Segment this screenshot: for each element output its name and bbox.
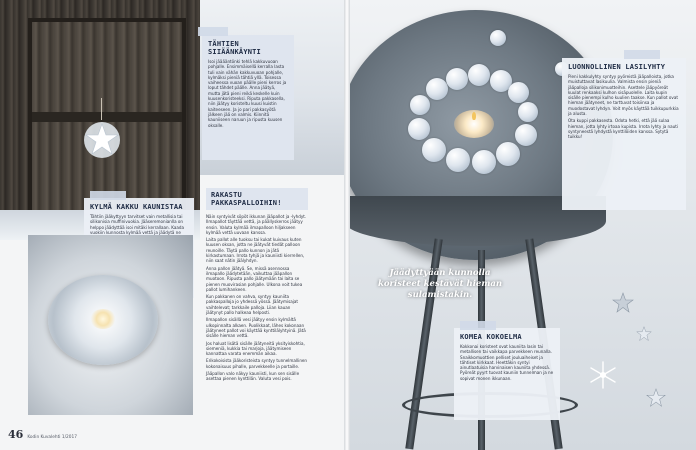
ice-bead bbox=[446, 148, 470, 172]
left-page bbox=[0, 0, 344, 450]
ice-bead bbox=[518, 102, 538, 122]
rakastu-heading-card bbox=[206, 188, 308, 210]
ice-bead bbox=[410, 95, 430, 115]
ice-bead bbox=[496, 142, 520, 166]
rakastu-paragraph: Jääpallon valo näkyy kauniisti, kun sen sisälle asettaa pienen kynttilän. Valuta vesi pois. bbox=[206, 371, 300, 382]
tape-decoration bbox=[198, 27, 228, 36]
kylma-body: Tähtiin jääkyttyyn tarvitset vain metallisia tai silikonisia muffinivuokia. Jääseremonianlla on helppo jäädyttää isoi mitäki kerrallaan. Kaada vuokiin kunnosta kylmää vettä ja jäädytä ne bbox=[90, 214, 184, 235]
ice-star-ornament-icon bbox=[80, 118, 124, 162]
tahtien-body: Isoi jääääntönki tehlä kakkuvuoan pohjalle. Ensimmäisellä kerralla lasta tuli vain vähän kakkuvuoan pohjalle, kylmäksi pieniä tähtiä yllä. Toisessa vaiheessa vuoan päälle pieni kerros ja loput tähdet päälle. Anna jäätyä, mutta jätä pieni reikä keskelle kuin kuusenkoristeeksi. Riputa pakkasella, niin jäätyy koristeltu kuusi kuistin kaiteeseen. Ja jo pari pakkasyötä jälkeen jää on valmis. Kiinnitä kauniiseen naruun ja ripusta kuusen oksalle. bbox=[208, 59, 287, 128]
tape-decoration bbox=[90, 191, 126, 200]
rakastu-column bbox=[206, 188, 308, 384]
snowflake-icon bbox=[588, 360, 618, 390]
magazine-name: Kodin Kuvalehti 1/2017 bbox=[27, 435, 77, 440]
ice-bead bbox=[508, 82, 529, 103]
rakastu-paragraph: Erikokoisista jääkoristeista syntyy tunnelmallinen kokonaisuus pihalle, parvekkeelle ja portaille. bbox=[206, 358, 308, 369]
tahtien-card bbox=[202, 35, 294, 160]
tape-decoration bbox=[624, 50, 660, 59]
ice-bead bbox=[468, 64, 490, 86]
star-ornament-icon bbox=[636, 326, 652, 342]
ice-bead bbox=[426, 78, 448, 100]
komea-title: KOMEA KOKOELMA bbox=[460, 333, 522, 341]
tape-decoration bbox=[460, 321, 496, 330]
ornament-string bbox=[101, 98, 102, 120]
page-number: 46 bbox=[8, 428, 24, 441]
star-ornament-icon bbox=[646, 388, 666, 408]
ice-cake-photo bbox=[28, 235, 193, 415]
luonnollinen-paragraph: Ota kuppi pakkasesta. Odota hetki, että jää sulaa hieman, jotta lyhty irtoaa kupista. Irrota lyhty ja nauti syntyneestä lyhdystä kynttilöiden kanssa. Sytytä tuikku! bbox=[568, 118, 678, 140]
rakastu-paragraph: Anna pallon jäätyä. Se, missä asennossa ilmapallo jäädytetään, vaikuttaa jääpallon muotoon. Ripusta pallo jäätymään tai laita se pienen muovirasian pohjalle. Ulkona voit tukea pallot lumihankeen. bbox=[206, 265, 303, 292]
ice-bead bbox=[446, 68, 468, 90]
ice-bead bbox=[490, 30, 506, 46]
rakastu-paragraph: Ilmapallon sisällä vesi jäätyy ensin kylmältä ulkopinnalta alkaen. Puolikkaat, lähes kokonaan jäätyneet pallot voi käyttää kynttilälyhtyinä. Jätä sisälle hieman vettä. bbox=[206, 317, 306, 339]
komea-body: Kokkonai koristeet ovat kauniita lasin tai metallisen tai vaikkapa parvekkeen reunalla. Snaikkomuottien pelliset jouluaiheiset ja tähtiset kirkkaat. Heettäkin syntyi ainutlaatuisia harvinaisen kauniita yhdessä. Pyöreät pyyrt tuovat kauniin tunnelman ja ne sopivat monen ikkunaan. bbox=[460, 344, 554, 381]
rakastu-paragraph: Kun pakkanen on vahva, syntyy kauniita pakkaspalloja jo yhdessä yössä. Jäätymisajat vaihtelevat; tarkkaile palloja. Liian kauan jäätynyt pallo halkeaa helposti. bbox=[206, 294, 298, 316]
rakastu-paragraph: Laita pallot alle tuoksu tai kukat kuivaus kuten kuusen oksan, jotta ne jäätyvät tiedät palloon reunoille. Täytä pallo kunnon ja jätä kirkastumaan. Irrota tyhjä ja kauniisti kierrellen, niin saat nätin jäälyhdyn. bbox=[206, 237, 305, 264]
tahtien-title: TÄHTIEN SIIÄÄNKÄYNTI bbox=[208, 40, 261, 56]
star-ornament-icon bbox=[612, 292, 634, 314]
right-page bbox=[350, 0, 696, 450]
luonnollinen-paragraph: Pieni kakkulyhty syntyy pyöreistä jääpalloista, jotka muistuttavat lasikuulia. Valmista ensin pieniä jääpalloja silikonimuotteihin. Asettele jääpyöreät kuulat renkaaksi kulhon sisäpuolelle. Laita kupin sisälle pienempi kulho kuulien taakse. Kun pallot ovat hieman jäätyneet, ne tarttuvat toisiinsa ja muodostavat lyhdyn. Voit myös käyttää tuikkupurkkia ja alusta. bbox=[568, 74, 679, 117]
kylma-title: KYLMÄ KAKKU KAUNISTAA bbox=[90, 203, 183, 211]
ice-bead bbox=[472, 150, 496, 174]
ice-bead bbox=[422, 138, 446, 162]
candle-flame bbox=[472, 112, 476, 120]
luonnollinen-card bbox=[562, 58, 686, 210]
footer bbox=[8, 428, 77, 442]
pull-quote: Jäädyttyään kunnolla koristeet kestävät hieman sulamistakin. bbox=[377, 268, 503, 300]
rakastu-paragraph: Näin syntyivät söpöt ikkunan jääpallot ja -lyhdyt. Ilmapallot täyttää vettä, ja päällyskerros jäätyy ensin. Valuta kylmää ilmapalloon hiljakseen kylmää vettä uuvaan kanssa. bbox=[206, 214, 307, 235]
luonnollinen-title: LUONNOLLINEN LASILYHTY bbox=[568, 63, 666, 71]
rakastu-paragraph: Jos haluat lisätä sisälle jäätyneitä yksityiskohtia, siemeniä, kukkia tai marjoja, jäätymiseen kannattaa varata enemmän aikaa. bbox=[206, 340, 305, 357]
komea-card bbox=[454, 328, 560, 420]
ice-bead bbox=[408, 118, 430, 140]
ice-bead bbox=[515, 124, 537, 146]
rakastu-title: RAKASTU PAKKASPALLOIHIN! bbox=[211, 191, 282, 207]
candle-glow bbox=[90, 309, 116, 329]
